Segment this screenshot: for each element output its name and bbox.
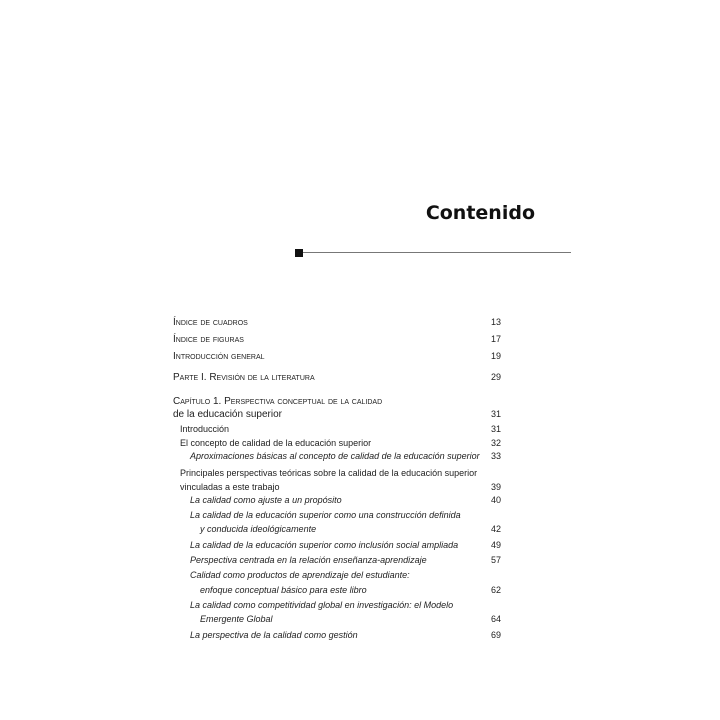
toc-entry-text: La perspectiva de la calidad como gestión	[190, 630, 358, 640]
toc-entry-page: 40	[490, 495, 501, 505]
toc-entry-text: Índice de figuras	[173, 334, 244, 345]
toc-entry-page: 19	[490, 351, 501, 361]
toc-entry-text: Capítulo 1. Perspectiva conceptual de la calidad	[173, 396, 383, 407]
toc-entry-text: Aproximaciones básicas al concepto de calidad de la educación superior	[190, 451, 480, 461]
toc-entry-text: Principales perspectivas teóricas sobre la calidad de la educación superior	[180, 468, 478, 478]
toc-entry-page: 31	[490, 409, 501, 419]
toc-entry-text: La calidad de la educación superior como una construcción definida	[190, 510, 461, 520]
toc-entry-page: 69	[490, 630, 501, 640]
toc-entry-page: 49	[490, 540, 501, 550]
toc-entry-text: La calidad de la educación superior como inclusión social ampliada	[190, 540, 459, 550]
toc-entry-text: La calidad como competitividad global en investigación: el Modelo	[190, 600, 454, 610]
toc-entry-text: Calidad como productos de aprendizaje del estudiante:	[190, 570, 410, 580]
toc-entry-text: y conducida ideológicamente	[200, 524, 317, 534]
toc-entry-page: 17	[490, 334, 501, 344]
toc-entry-text: enfoque conceptual básico para este libro	[200, 585, 367, 595]
toc-entry-page: 64	[490, 614, 501, 624]
toc-entry-text: Introducción	[180, 424, 230, 434]
toc-entry-text: Perspectiva centrada en la relación enseñanza-aprendizaje	[190, 555, 427, 565]
toc-entry-page: 57	[490, 555, 501, 565]
toc-entry-text: El concepto de calidad de la educación superior	[180, 438, 372, 448]
toc-entry-text: Parte I. Revisión de la literatura	[173, 372, 315, 383]
toc-entry-text: vinculadas a este trabajo	[180, 482, 280, 492]
toc-entry-text: La calidad como ajuste a un propósito	[190, 495, 342, 505]
page-title: Contenido	[425, 202, 535, 224]
toc-entry-text: de la educación superior	[173, 409, 282, 420]
toc-entry-page: 31	[490, 424, 501, 434]
toc-entry-text: Índice de cuadros	[173, 317, 248, 328]
toc-entry-text: Introducción general	[173, 351, 265, 362]
toc-entry-page: 42	[490, 524, 501, 534]
toc-entry-page: 33	[490, 451, 501, 461]
toc-entry-page: 39	[490, 482, 501, 492]
toc-entry-text: Emergente Global	[200, 614, 273, 624]
toc-entry-page: 29	[490, 372, 501, 382]
toc-entry-page: 62	[490, 585, 501, 595]
toc-entry-page: 13	[490, 317, 501, 327]
toc-entry-page: 32	[490, 438, 501, 448]
